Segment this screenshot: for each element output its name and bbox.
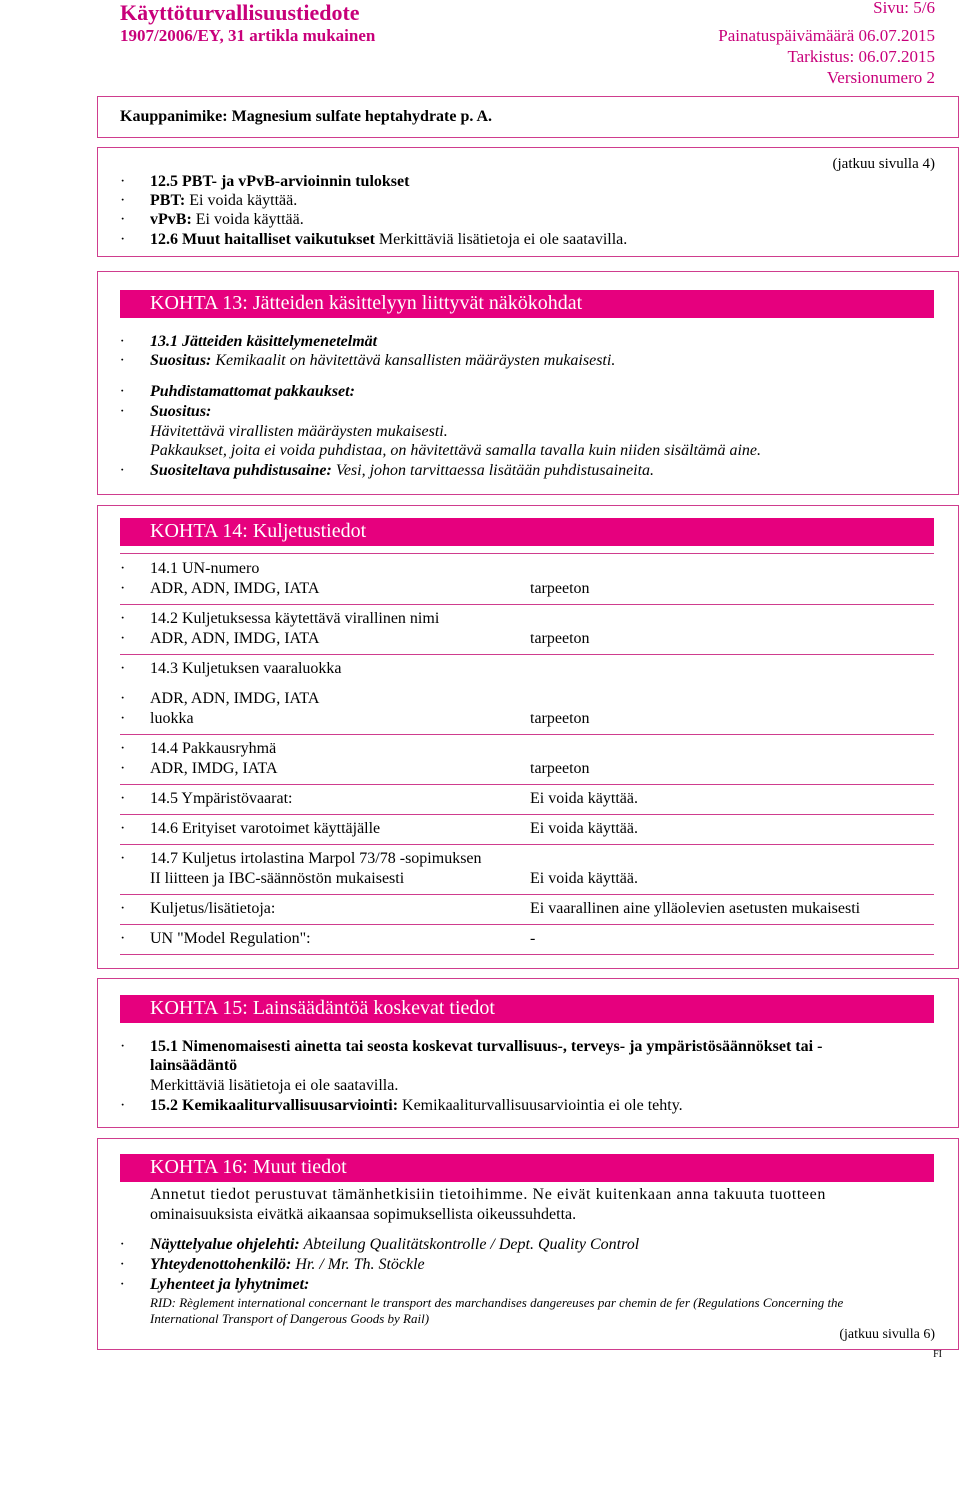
- trade-name: Kauppanimike: Magnesium sulfate heptahydrate p. A.: [120, 108, 493, 125]
- disclaimer-line-1: Annetut tiedot perustuvat tämänhetkisiin tietoihimme. Ne eivät kuitenkaan anna takuuta tuotteen: [150, 1186, 826, 1203]
- section-12-5-heading: · 12.5 PBT- ja vPvB-arvioinnin tulokset: [120, 173, 410, 190]
- department-row: · Näyttelyalue ohjelehti: Abteilung Qualitätskontrolle / Dept. Quality Control: [120, 1236, 640, 1253]
- un-number-value: tarpeeton: [530, 580, 590, 597]
- print-date: Painatuspäivämäärä 06.07.2015: [718, 26, 935, 45]
- continued-from: (jatkuu sivulla 4): [832, 156, 935, 172]
- disposal-text: Hävitettävä virallisten määräysten mukaisesti.: [150, 423, 448, 440]
- divider: [120, 604, 934, 605]
- continued-on: (jatkuu sivulla 6): [839, 1327, 935, 1342]
- hazard-class-heading: · 14.3 Kuljetuksen vaaraluokka: [120, 660, 342, 677]
- shipping-name-value: tarpeeton: [530, 630, 590, 647]
- abbreviations-heading: · Lyhenteet ja lyhytnimet:: [120, 1276, 310, 1293]
- divider: [120, 814, 934, 815]
- bulk-transport-value: Ei voida käyttää.: [530, 870, 638, 887]
- special-precautions-label: · 14.6 Erityiset varotoimet käyttäjälle: [120, 820, 381, 837]
- revision-date: Tarkistus: 06.07.2015: [787, 47, 935, 66]
- bulk-transport-label-2: II liitteen ja IBC-säännöstön mukaisesti: [150, 870, 405, 887]
- recommendation-row: · Suositus: Kemikaalit on hävitettävä kansallisten määräysten mukaisesti.: [120, 352, 616, 369]
- rid-line-1: RID: Règlement international concernant le transport des marchandises dangereuses par chemin de fer (Regulations Concerning the: [150, 1295, 844, 1310]
- cleaning-agent-row: · Suositeltava puhdistusaine: Vesi, johon tarvittaessa lisätään puhdistusaineita.: [120, 462, 655, 479]
- disclaimer-line-2: ominaisuuksista eivätkä aikaansaa sopimuksellista oikeussuhdetta.: [150, 1206, 577, 1223]
- divider: [120, 894, 934, 895]
- page-number: Sivu: 5/6: [873, 0, 935, 17]
- bulk-transport-label: · 14.7 Kuljetus irtolastina Marpol 73/78 -sopimuksen: [120, 850, 482, 867]
- transport-info-label: · Kuljetus/lisätietoja:: [120, 900, 276, 917]
- un-model-regulation-value: -: [530, 930, 536, 947]
- section-13-header: KOHTA 13: Jätteiden käsittelyyn liittyvät näkökohdat: [120, 290, 934, 318]
- un-number-heading: · 14.1 UN-numero: [120, 560, 260, 577]
- contact-row: · Yhteydenottohenkilö: Hr. / Mr. Th. Stöckle: [120, 1256, 425, 1273]
- packing-group-heading: · 14.4 Pakkausryhmä: [120, 740, 277, 757]
- version-number: Versionumero 2: [826, 68, 935, 87]
- environmental-hazards-label: · 14.5 Ympäristövaarat:: [120, 790, 293, 807]
- recommendation-label: · Suositus:: [120, 403, 212, 420]
- chemical-safety-assessment-row: · 15.2 Kemikaaliturvallisuusarviointi: Kemikaaliturvallisuusarviointia ei ole tehty.: [120, 1097, 683, 1114]
- un-number-label: · ADR, ADN, IMDG, IATA: [120, 580, 320, 597]
- divider: [120, 553, 934, 554]
- tradename-box: [97, 96, 959, 138]
- packaging-text: Pakkaukset, joita ei voida puhdistaa, on hävitettävä samalla tavalla kuin niiden sisältämä aine.: [150, 442, 762, 459]
- rid-line-2: International Transport of Dangerous Goods by Rail): [150, 1311, 430, 1326]
- hazard-class-value: tarpeeton: [530, 710, 590, 727]
- language-code: FI: [933, 1349, 942, 1360]
- transport-info-value: Ei vaarallinen aine ylläolevien asetusten mukaisesti: [530, 900, 861, 917]
- un-model-regulation-label: · UN "Model Regulation":: [120, 930, 311, 947]
- section-13-1-heading: · 13.1 Jätteiden käsittelymenetelmät: [120, 333, 378, 350]
- section-15-1-heading: · 15.1 Nimenomaisesti ainetta tai seosta koskevat turvallisuus-, terveys- ja ympäristösäännökset tai -: [120, 1038, 823, 1055]
- regulation-reference: 1907/2006/EY, 31 artikla mukainen: [120, 26, 376, 45]
- section-14-header: KOHTA 14: Kuljetustiedot: [120, 518, 934, 546]
- hazard-class-sub-label: · luokka: [120, 710, 194, 727]
- divider: [120, 924, 934, 925]
- divider: [120, 954, 934, 955]
- packing-group-label: · ADR, IMDG, IATA: [120, 760, 278, 777]
- divider: [120, 784, 934, 785]
- environmental-hazards-value: Ei voida käyttää.: [530, 790, 638, 807]
- section-15-1-text: Merkittäviä lisätietoja ei ole saatavilla.: [150, 1077, 399, 1094]
- hazard-class-label: · ADR, ADN, IMDG, IATA: [120, 690, 320, 707]
- document-title: Käyttöturvallisuustiedote: [120, 0, 360, 25]
- shipping-name-heading: · 14.2 Kuljetuksessa käytettävä virallinen nimi: [120, 610, 440, 627]
- packing-group-value: tarpeeton: [530, 760, 590, 777]
- divider: [120, 844, 934, 845]
- vpvb-row: · vPvB: Ei voida käyttää.: [120, 211, 304, 228]
- divider: [120, 654, 934, 655]
- divider: [120, 734, 934, 735]
- section-16-header: KOHTA 16: Muut tiedot: [120, 1154, 934, 1182]
- special-precautions-value: Ei voida käyttää.: [530, 820, 638, 837]
- section-15-1-heading-2: lainsäädäntö: [150, 1057, 238, 1074]
- shipping-name-label: · ADR, ADN, IMDG, IATA: [120, 630, 320, 647]
- section-12-6-row: · 12.6 Muut haitalliset vaikutukset Merkittäviä lisätietoja ei ole saatavilla.: [120, 231, 628, 248]
- uncleaned-packaging-heading: · Puhdistamattomat pakkaukset:: [120, 383, 355, 400]
- pbt-row: · PBT: Ei voida käyttää.: [120, 192, 298, 209]
- section-15-header: KOHTA 15: Lainsäädäntöä koskevat tiedot: [120, 995, 934, 1023]
